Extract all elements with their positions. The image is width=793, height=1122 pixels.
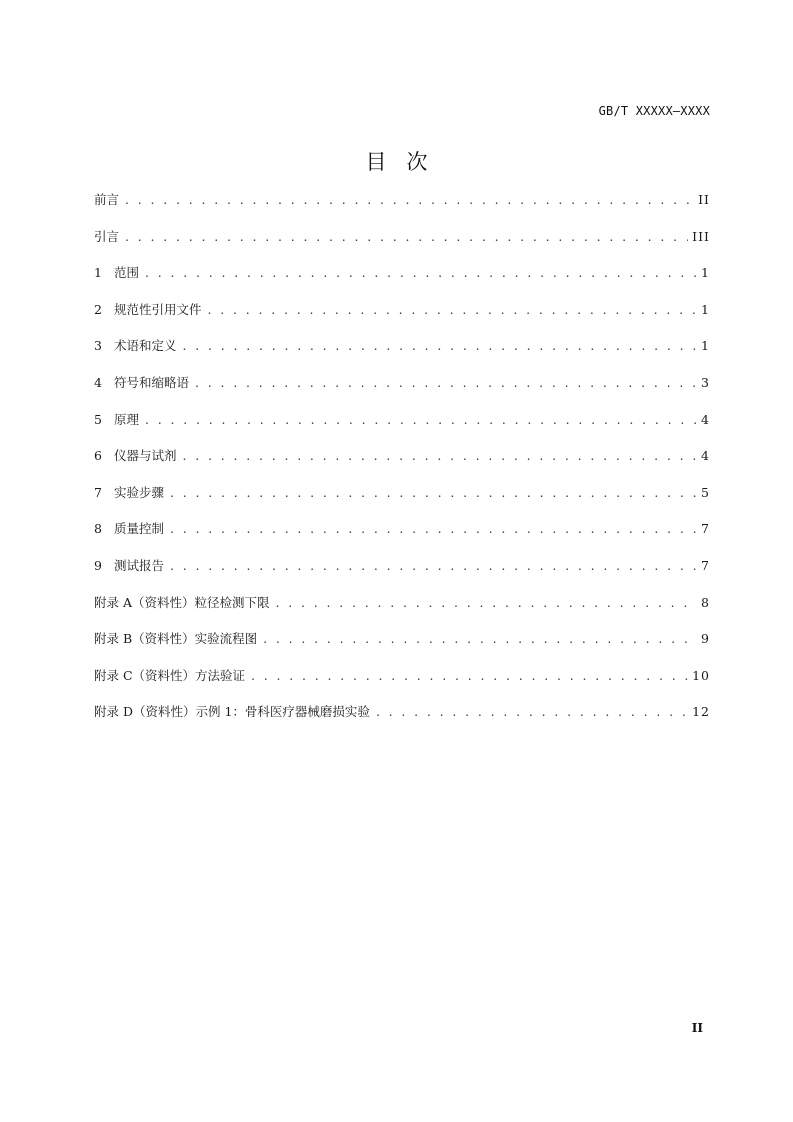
toc-entry-annex-b[interactable] — [94, 629, 710, 666]
toc-entry-principle[interactable] — [94, 410, 710, 447]
toc-entry-page: 4 — [701, 448, 710, 464]
toc-entry-title: 附录 C（资料性）方法验证 — [94, 667, 246, 683]
toc-entry-title: 实验步骤 — [113, 484, 164, 500]
dot-leader — [145, 410, 697, 430]
toc-entry-annex-c[interactable] — [94, 666, 710, 703]
toc-entry-title: 附录 B（资料性）实验流程图 — [94, 631, 258, 647]
toc-entry-label — [94, 446, 176, 466]
toc-entry-number: 6 — [94, 448, 102, 464]
toc-entry-label — [94, 593, 270, 613]
toc-entry-number: 3 — [94, 338, 102, 354]
toc-entry-title: 附录 D（资料性）示例 1：骨科医疗器械磨损实验 — [94, 704, 370, 720]
toc-entry-page: 5 — [701, 484, 710, 500]
toc-entry-label — [94, 702, 370, 722]
toc-entry-page: 3 — [701, 374, 710, 390]
toc-entry-number: 8 — [94, 521, 102, 537]
document-code: GB/T XXXXX—XXXX — [598, 104, 710, 118]
toc-entry-page: 9 — [701, 631, 710, 647]
toc-entry-title: 质量控制 — [113, 521, 164, 537]
toc-entry-label — [94, 373, 189, 393]
toc-entry-page: 7 — [701, 557, 710, 573]
dot-leader — [182, 446, 697, 466]
toc-entry-page: 12 — [692, 704, 710, 720]
toc-entry-experimental-steps[interactable] — [94, 483, 710, 520]
toc-entry-scope[interactable] — [94, 263, 710, 300]
toc-entry-title: 测试报告 — [113, 557, 164, 573]
toc-entry-label — [94, 483, 164, 503]
dot-leader — [170, 483, 697, 503]
toc-entry-number: 1 — [94, 265, 102, 281]
toc-entry-page: 4 — [701, 411, 710, 427]
toc-entry-label — [94, 556, 164, 576]
table-of-contents — [94, 190, 710, 739]
toc-entry-page: 1 — [701, 301, 710, 317]
toc-entry-label — [94, 227, 119, 247]
toc-entry-terms-definitions[interactable] — [94, 336, 710, 373]
toc-entry-page: III — [692, 228, 710, 244]
dot-leader — [182, 336, 697, 356]
dot-leader — [376, 702, 688, 722]
toc-entry-label — [94, 519, 164, 539]
toc-entry-instruments-reagents[interactable] — [94, 446, 710, 483]
toc-entry-label — [94, 300, 201, 320]
dot-leader — [170, 519, 697, 539]
dot-leader — [251, 666, 688, 686]
dot-leader — [145, 263, 697, 283]
toc-entry-title: 仪器与试剂 — [113, 448, 177, 464]
dot-leader — [263, 629, 697, 649]
toc-entry-number: 9 — [94, 557, 102, 573]
toc-entry-quality-control[interactable] — [94, 519, 710, 556]
toc-entry-number: 7 — [94, 484, 102, 500]
dot-leader — [207, 300, 697, 320]
toc-entry-page: II — [698, 192, 710, 207]
dot-leader — [125, 190, 694, 210]
dot-leader — [170, 556, 697, 576]
toc-entry-page: 1 — [701, 265, 710, 281]
dot-leader — [195, 373, 697, 393]
toc-entry-foreword[interactable] — [94, 190, 710, 227]
toc-entry-title: 原理 — [113, 411, 139, 427]
toc-entry-title: 引言 — [94, 228, 120, 244]
toc-entry-page: 10 — [692, 667, 710, 683]
toc-entry-title: 附录 A（资料性）粒径检测下限 — [94, 594, 270, 610]
toc-entry-label — [94, 666, 245, 686]
toc-entry-title: 规范性引用文件 — [113, 301, 202, 317]
toc-entry-number: 5 — [94, 411, 102, 427]
toc-entry-number: 4 — [94, 374, 102, 390]
toc-entry-title: 符号和缩略语 — [113, 374, 189, 390]
toc-entry-title: 术语和定义 — [113, 338, 177, 354]
toc-entry-label — [94, 336, 176, 356]
toc-entry-label — [94, 410, 139, 430]
toc-entry-symbols-abbreviations[interactable] — [94, 373, 710, 410]
toc-entry-normative-references[interactable] — [94, 300, 710, 337]
toc-entry-page: 8 — [701, 594, 710, 610]
toc-entry-title: 前言 — [94, 192, 120, 207]
toc-entry-title: 范围 — [113, 265, 139, 281]
toc-entry-annex-d[interactable] — [94, 702, 710, 739]
toc-entry-label — [94, 263, 139, 283]
toc-entry-annex-a[interactable] — [94, 593, 710, 630]
dot-leader — [125, 227, 688, 247]
toc-entry-introduction[interactable] — [94, 227, 710, 264]
toc-entry-number: 2 — [94, 301, 102, 317]
page-title: 目次 — [365, 150, 448, 174]
dot-leader — [276, 593, 698, 613]
toc-entry-test-report[interactable] — [94, 556, 710, 593]
toc-entry-label — [94, 629, 257, 649]
toc-entry-page: 1 — [701, 338, 710, 354]
toc-entry-label — [94, 190, 119, 210]
page-number: II — [691, 1021, 703, 1035]
toc-entry-page: 7 — [701, 521, 710, 537]
